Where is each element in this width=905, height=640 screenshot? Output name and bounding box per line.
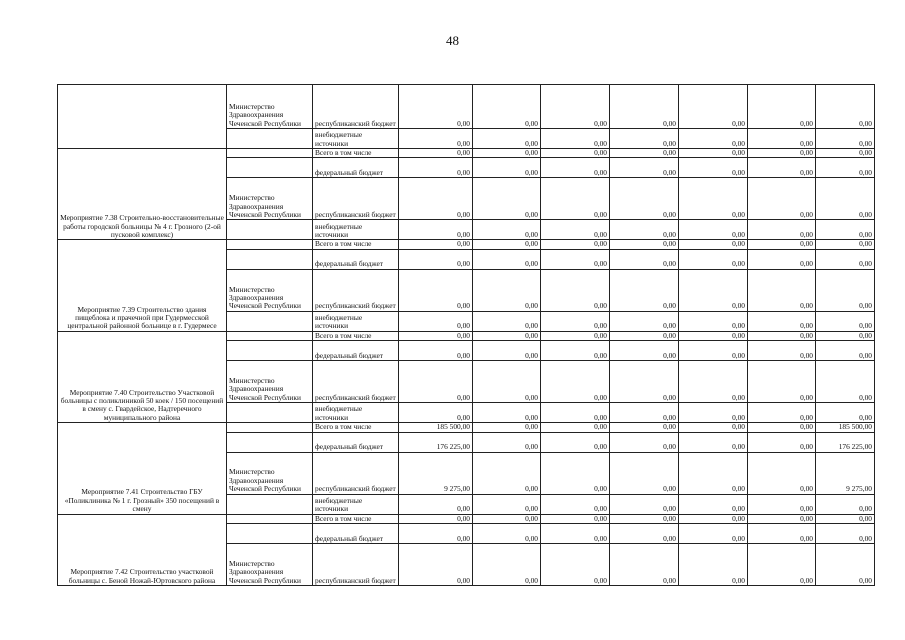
table-row xyxy=(58,514,875,523)
amount-cell: 0,00 xyxy=(610,220,679,240)
amount-cell: 0,00 xyxy=(610,158,679,178)
amount-cell: 0,00 xyxy=(679,432,748,452)
amount-cell: 0,00 xyxy=(679,544,748,586)
amount-cell: 0,00 xyxy=(473,129,541,149)
funding-source-cell: Всего в том числе xyxy=(313,514,399,523)
responsible-org-cell: Министерство Здравоохранения Чеченской Республики xyxy=(227,269,313,311)
amount-cell: 0,00 xyxy=(679,341,748,361)
amount-cell: 0,00 xyxy=(679,524,748,544)
amount-cell: 0,00 xyxy=(679,311,748,331)
amount-cell: 0,00 xyxy=(610,514,679,523)
amount-cell: 0,00 xyxy=(748,129,816,149)
amount-cell: 0,00 xyxy=(679,514,748,523)
amount-cell: 0,00 xyxy=(473,544,541,586)
amount-cell: 0,00 xyxy=(541,494,610,514)
amount-cell: 0,00 xyxy=(399,178,473,220)
amount-cell: 0,00 xyxy=(610,361,679,403)
amount-cell: 0,00 xyxy=(748,452,816,494)
funding-source-cell: Всего в том числе xyxy=(313,149,399,158)
amount-cell: 0,00 xyxy=(610,524,679,544)
amount-cell: 0,00 xyxy=(541,524,610,544)
budget-table xyxy=(57,84,875,586)
funding-source-cell: Всего в том числе xyxy=(313,423,399,432)
funding-source-cell: федеральный бюджет xyxy=(313,432,399,452)
amount-cell: 0,00 xyxy=(816,544,875,586)
amount-cell: 0,00 xyxy=(816,331,875,340)
funding-source-cell: федеральный бюджет xyxy=(313,524,399,544)
amount-cell: 0,00 xyxy=(399,149,473,158)
amount-cell: 0,00 xyxy=(473,269,541,311)
amount-cell: 0,00 xyxy=(541,423,610,432)
amount-cell: 0,00 xyxy=(816,524,875,544)
amount-cell: 0,00 xyxy=(679,85,748,129)
amount-cell: 0,00 xyxy=(541,544,610,586)
event-cell: Мероприятие 7.39 Строительство здания пищеблока и прачечной при Гудермесской центральной районной больнице в г. Гудермесе xyxy=(58,240,227,331)
amount-cell: 0,00 xyxy=(473,341,541,361)
empty-org-cell xyxy=(227,331,313,340)
amount-cell: 0,00 xyxy=(399,240,473,249)
amount-cell: 0,00 xyxy=(610,494,679,514)
amount-cell: 0,00 xyxy=(473,178,541,220)
amount-cell: 0,00 xyxy=(816,403,875,423)
amount-cell: 0,00 xyxy=(541,149,610,158)
empty-org-cell xyxy=(227,129,313,149)
amount-cell: 0,00 xyxy=(816,158,875,178)
event-cell: Мероприятие 7.40 Строительство Участковой больницы с поликлиникой 50 коек / 150 посещений в смену с. Гвардейское, Надтеречного муниципального района xyxy=(58,331,227,422)
amount-cell: 176 225,00 xyxy=(399,432,473,452)
amount-cell: 0,00 xyxy=(399,269,473,311)
amount-cell: 0,00 xyxy=(473,524,541,544)
empty-org-cell xyxy=(227,524,313,544)
amount-cell: 0,00 xyxy=(679,158,748,178)
amount-cell: 0,00 xyxy=(610,403,679,423)
amount-cell: 0,00 xyxy=(541,178,610,220)
amount-cell: 0,00 xyxy=(610,544,679,586)
empty-org-cell xyxy=(227,311,313,331)
amount-cell: 0,00 xyxy=(748,220,816,240)
amount-cell: 0,00 xyxy=(816,220,875,240)
amount-cell: 0,00 xyxy=(541,240,610,249)
amount-cell: 0,00 xyxy=(816,361,875,403)
funding-source-cell: Всего в том числе xyxy=(313,331,399,340)
amount-cell: 0,00 xyxy=(748,269,816,311)
amount-cell: 0,00 xyxy=(610,85,679,129)
responsible-org-cell: Министерство Здравоохранения Чеченской Республики xyxy=(227,544,313,586)
empty-org-cell xyxy=(227,220,313,240)
amount-cell: 0,00 xyxy=(399,249,473,269)
amount-cell: 0,00 xyxy=(610,178,679,220)
table-row xyxy=(58,423,875,432)
amount-cell: 0,00 xyxy=(748,311,816,331)
amount-cell: 0,00 xyxy=(473,149,541,158)
amount-cell: 0,00 xyxy=(748,341,816,361)
amount-cell: 0,00 xyxy=(541,129,610,149)
table-row xyxy=(58,149,875,158)
amount-cell: 0,00 xyxy=(541,311,610,331)
amount-cell: 0,00 xyxy=(541,403,610,423)
funding-source-cell: внебюджетные источники xyxy=(313,220,399,240)
amount-cell: 0,00 xyxy=(748,85,816,129)
amount-cell: 0,00 xyxy=(399,403,473,423)
amount-cell: 0,00 xyxy=(399,494,473,514)
amount-cell: 0,00 xyxy=(610,452,679,494)
responsible-org-cell: Министерство Здравоохранения Чеченской Республики xyxy=(227,452,313,494)
amount-cell: 0,00 xyxy=(748,149,816,158)
funding-source-cell: Всего в том числе xyxy=(313,240,399,249)
event-cell xyxy=(58,85,227,149)
amount-cell: 0,00 xyxy=(399,514,473,523)
amount-cell: 0,00 xyxy=(541,514,610,523)
amount-cell: 0,00 xyxy=(748,249,816,269)
amount-cell: 0,00 xyxy=(679,452,748,494)
amount-cell: 0,00 xyxy=(816,129,875,149)
amount-cell: 0,00 xyxy=(679,361,748,403)
amount-cell: 0,00 xyxy=(399,341,473,361)
amount-cell: 0,00 xyxy=(748,544,816,586)
funding-source-cell: внебюджетные источники xyxy=(313,403,399,423)
amount-cell: 0,00 xyxy=(610,249,679,269)
amount-cell: 0,00 xyxy=(473,240,541,249)
amount-cell: 0,00 xyxy=(679,494,748,514)
amount-cell: 0,00 xyxy=(679,220,748,240)
amount-cell: 0,00 xyxy=(541,158,610,178)
amount-cell: 0,00 xyxy=(610,149,679,158)
amount-cell: 0,00 xyxy=(541,452,610,494)
amount-cell: 0,00 xyxy=(541,269,610,311)
amount-cell: 0,00 xyxy=(399,361,473,403)
event-cell: Мероприятие 7.41 Строительство ГБУ «Поликлиника № 1 г. Грозный» 350 посещений в смену xyxy=(58,423,227,514)
amount-cell: 0,00 xyxy=(679,129,748,149)
amount-cell: 0,00 xyxy=(816,178,875,220)
table-row xyxy=(58,240,875,249)
amount-cell: 0,00 xyxy=(816,494,875,514)
amount-cell: 0,00 xyxy=(748,494,816,514)
amount-cell: 0,00 xyxy=(473,158,541,178)
amount-cell: 0,00 xyxy=(748,514,816,523)
amount-cell: 0,00 xyxy=(748,524,816,544)
amount-cell: 0,00 xyxy=(541,361,610,403)
amount-cell: 0,00 xyxy=(748,432,816,452)
responsible-org-cell: Министерство Здравоохранения Чеченской Республики xyxy=(227,85,313,129)
empty-org-cell xyxy=(227,158,313,178)
empty-org-cell xyxy=(227,240,313,249)
amount-cell: 0,00 xyxy=(610,129,679,149)
amount-cell: 0,00 xyxy=(748,361,816,403)
funding-source-cell: республиканский бюджет xyxy=(313,544,399,586)
amount-cell: 0,00 xyxy=(748,331,816,340)
table-row xyxy=(58,85,875,129)
funding-source-cell: федеральный бюджет xyxy=(313,158,399,178)
amount-cell: 9 275,00 xyxy=(816,452,875,494)
funding-source-cell: федеральный бюджет xyxy=(313,341,399,361)
empty-org-cell xyxy=(227,341,313,361)
amount-cell: 0,00 xyxy=(679,331,748,340)
funding-source-cell: республиканский бюджет xyxy=(313,361,399,403)
empty-org-cell xyxy=(227,494,313,514)
amount-cell: 0,00 xyxy=(473,85,541,129)
amount-cell: 0,00 xyxy=(748,423,816,432)
amount-cell: 0,00 xyxy=(473,361,541,403)
amount-cell: 0,00 xyxy=(679,240,748,249)
amount-cell: 176 225,00 xyxy=(816,432,875,452)
amount-cell: 0,00 xyxy=(679,269,748,311)
amount-cell: 0,00 xyxy=(610,269,679,311)
amount-cell: 0,00 xyxy=(473,514,541,523)
funding-source-cell: республиканский бюджет xyxy=(313,452,399,494)
amount-cell: 9 275,00 xyxy=(399,452,473,494)
amount-cell: 0,00 xyxy=(541,432,610,452)
amount-cell: 0,00 xyxy=(679,149,748,158)
amount-cell: 0,00 xyxy=(473,423,541,432)
amount-cell: 0,00 xyxy=(541,220,610,240)
amount-cell: 0,00 xyxy=(748,178,816,220)
amount-cell: 0,00 xyxy=(399,220,473,240)
funding-source-cell: внебюджетные источники xyxy=(313,494,399,514)
amount-cell: 0,00 xyxy=(610,240,679,249)
amount-cell: 0,00 xyxy=(399,544,473,586)
empty-org-cell xyxy=(227,432,313,452)
budget-table-body xyxy=(58,85,875,586)
amount-cell: 185 500,00 xyxy=(399,423,473,432)
amount-cell: 0,00 xyxy=(473,311,541,331)
funding-source-cell: внебюджетные источники xyxy=(313,311,399,331)
amount-cell: 0,00 xyxy=(610,331,679,340)
amount-cell: 0,00 xyxy=(473,220,541,240)
responsible-org-cell: Министерство Здравоохранения Чеченской Республики xyxy=(227,361,313,403)
event-cell: Мероприятие 7.42 Строительство участковой больницы с. Беной Ножай-Юртовского района xyxy=(58,514,227,585)
amount-cell: 0,00 xyxy=(541,341,610,361)
amount-cell: 0,00 xyxy=(399,524,473,544)
amount-cell: 0,00 xyxy=(473,432,541,452)
funding-source-cell: республиканский бюджет xyxy=(313,269,399,311)
amount-cell: 0,00 xyxy=(541,85,610,129)
responsible-org-cell: Министерство Здравоохранения Чеченской Республики xyxy=(227,178,313,220)
amount-cell: 0,00 xyxy=(473,494,541,514)
empty-org-cell xyxy=(227,514,313,523)
amount-cell: 185 500,00 xyxy=(816,423,875,432)
amount-cell: 0,00 xyxy=(541,331,610,340)
empty-org-cell xyxy=(227,423,313,432)
amount-cell: 0,00 xyxy=(748,158,816,178)
amount-cell: 0,00 xyxy=(399,158,473,178)
amount-cell: 0,00 xyxy=(816,149,875,158)
table-row xyxy=(58,331,875,340)
amount-cell: 0,00 xyxy=(816,269,875,311)
funding-source-cell: республиканский бюджет xyxy=(313,178,399,220)
amount-cell: 0,00 xyxy=(679,423,748,432)
event-cell: Мероприятие 7.38 Строительно-восстановительные работы городской больницы № 4 г. Грозного (2-ой пусковой комплекс) xyxy=(58,149,227,240)
amount-cell: 0,00 xyxy=(816,514,875,523)
amount-cell: 0,00 xyxy=(816,240,875,249)
amount-cell: 0,00 xyxy=(610,311,679,331)
funding-source-cell: республиканский бюджет xyxy=(313,85,399,129)
amount-cell: 0,00 xyxy=(748,403,816,423)
amount-cell: 0,00 xyxy=(473,249,541,269)
amount-cell: 0,00 xyxy=(399,85,473,129)
empty-org-cell xyxy=(227,249,313,269)
amount-cell: 0,00 xyxy=(816,249,875,269)
amount-cell: 0,00 xyxy=(399,331,473,340)
amount-cell: 0,00 xyxy=(541,249,610,269)
funding-source-cell: внебюджетные источники xyxy=(313,129,399,149)
amount-cell: 0,00 xyxy=(399,129,473,149)
amount-cell: 0,00 xyxy=(399,311,473,331)
empty-org-cell xyxy=(227,403,313,423)
amount-cell: 0,00 xyxy=(679,249,748,269)
amount-cell: 0,00 xyxy=(473,452,541,494)
page-number: 48 xyxy=(446,33,459,48)
amount-cell: 0,00 xyxy=(473,403,541,423)
amount-cell: 0,00 xyxy=(748,240,816,249)
amount-cell: 0,00 xyxy=(610,432,679,452)
amount-cell: 0,00 xyxy=(610,423,679,432)
amount-cell: 0,00 xyxy=(473,331,541,340)
amount-cell: 0,00 xyxy=(816,85,875,129)
amount-cell: 0,00 xyxy=(610,341,679,361)
amount-cell: 0,00 xyxy=(816,311,875,331)
funding-source-cell: федеральный бюджет xyxy=(313,249,399,269)
amount-cell: 0,00 xyxy=(816,341,875,361)
amount-cell: 0,00 xyxy=(679,178,748,220)
amount-cell: 0,00 xyxy=(679,403,748,423)
empty-org-cell xyxy=(227,149,313,158)
